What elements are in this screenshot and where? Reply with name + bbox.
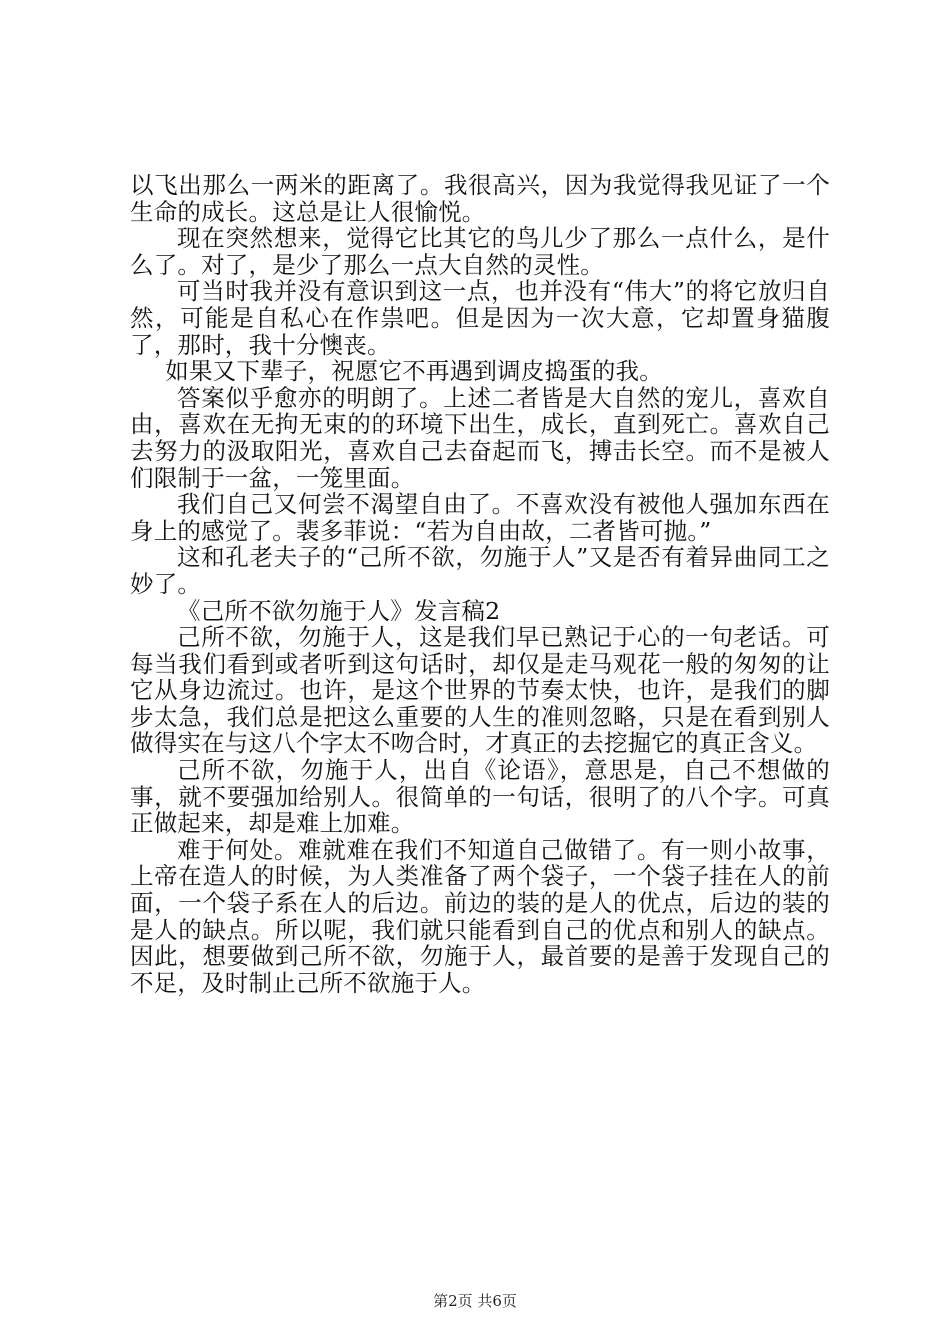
paragraph: 现在突然想来，觉得它比其它的鸟儿少了那么一点什么，是什么了。对了，是少了那么一点大自然的灵性。	[130, 224, 830, 279]
paragraph: 我们自己又何尝不渴望自由了。不喜欢没有被他人强加东西在身上的感觉了。裴多菲说：“若为自由故，二者皆可抛。”	[130, 490, 830, 545]
paragraph: 《己所不欲勿施于人》发言稿2	[177, 596, 501, 625]
paragraph: 如果又下辈子，祝愿它不再遇到调皮捣蛋的我。	[165, 357, 663, 386]
page-footer	[0, 1290, 950, 1311]
paragraph: 己所不欲，勿施于人，这是我们早已熟记于心的一句老话。可每当我们看到或者听到这句话时，却仅是走马观花一般的匆匆的让它从身边流过。也许，是这个世界的节奏太快，也许，是我们的脚步太急，我们总是把这么重要的人生的准则忽略，只是在看到别人做得实在与这八个字太不吻合时，才真正的去挖掘它的真正含义。	[130, 623, 830, 758]
page-number-label: 第2页 共6页	[433, 1292, 517, 1310]
paragraph: 答案似乎愈亦的明朗了。上述二者皆是大自然的宠儿，喜欢自由，喜欢在无拘无束的的环境下出生，成长，直到死亡。喜欢自己去努力的汲取阳光，喜欢自己去奋起而飞，搏击长空。而不是被人们限制于一盆，一笼里面。	[130, 383, 830, 492]
paragraph: 己所不欲，勿施于人，出自《论语》，意思是，自己不想做的事，就不要强加给别人。很简单的一句话，很明了的八个字。可真正做起来，却是难上加难。	[130, 756, 830, 838]
document-body	[130, 172, 830, 996]
paragraph: 这和孔老夫子的“己所不欲，勿施于人”又是否有着异曲同工之妙了。	[130, 543, 830, 598]
paragraph: 可当时我并没有意识到这一点，也并没有“伟大”的将它放归自然，可能是自私心在作祟吧。但是因为一次大意，它却置身猫腹了，那时，我十分懊丧。	[130, 277, 830, 359]
paragraph: 以飞出那么一两米的距离了。我很高兴，因为我觉得我见证了一个生命的成长。这总是让人很愉悦。	[130, 171, 830, 226]
paragraph: 难于何处。难就难在我们不知道自己做错了。有一则小故事，上帝在造人的时候，为人类准备了两个袋子，一个袋子挂在人的前面，一个袋子系在人的后边。前边的装的是人的优点，后边的装的是人的缺点。所以呢，我们就只能看到自己的优点和别人的缺点。因此，想要做到己所不欲，勿施于人，最首要的是善于发现自己的不足，及时制止己所不欲施于人。	[130, 835, 830, 997]
